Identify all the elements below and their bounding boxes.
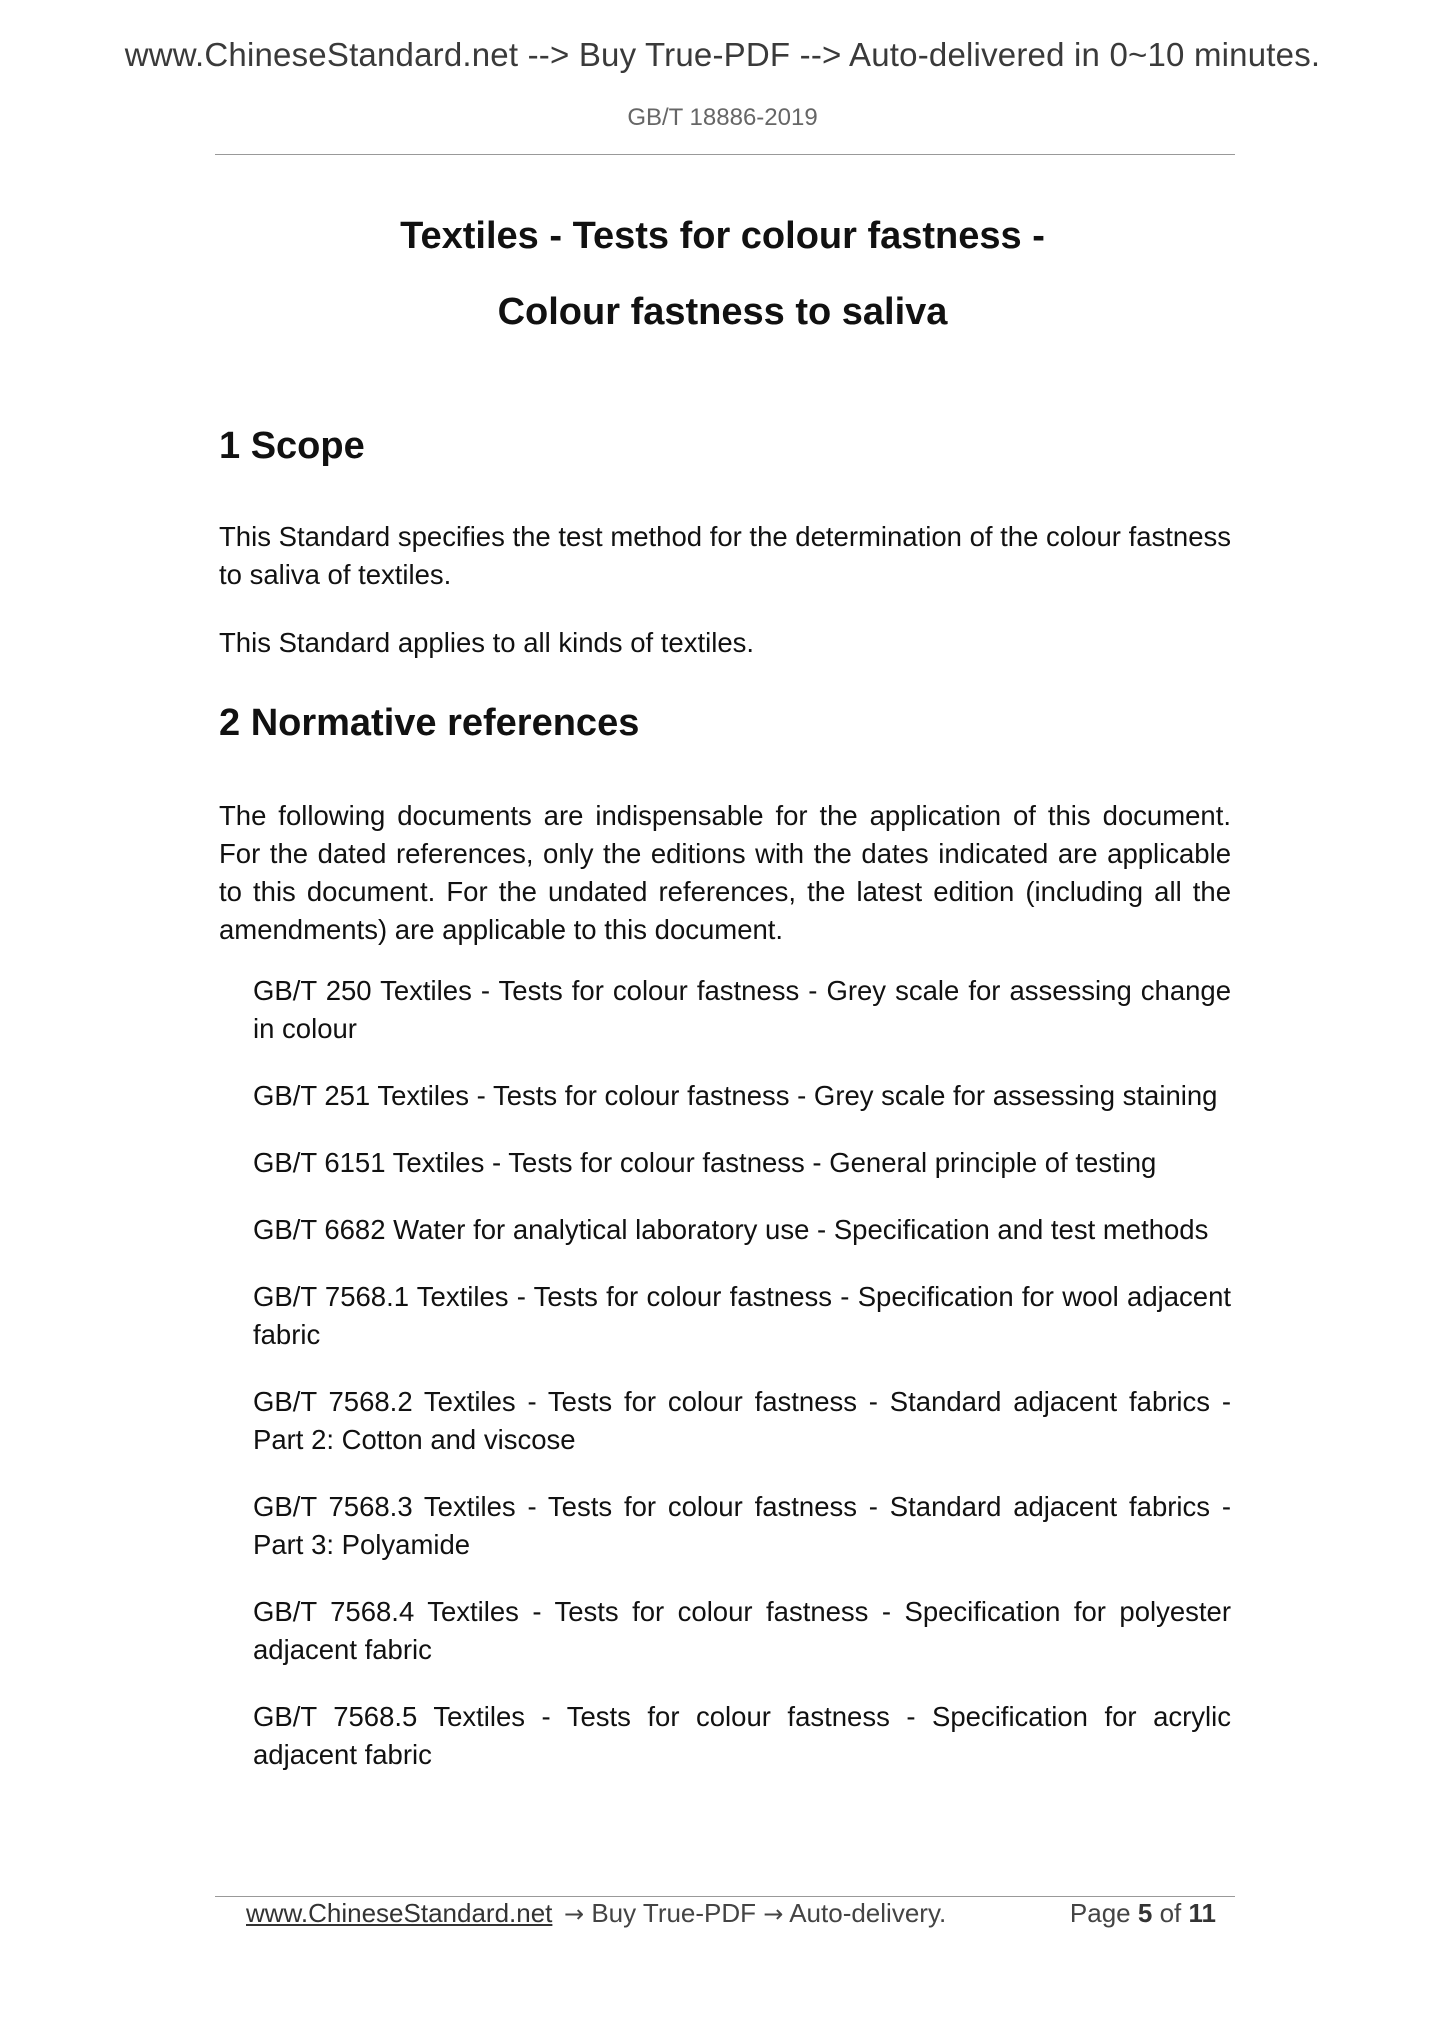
arrow-right-icon: →: [564, 1900, 585, 1928]
page-total: 11: [1188, 1898, 1216, 1928]
section-heading-normative-references: 2 Normative references: [219, 702, 640, 744]
footer-tagline: [564, 1898, 946, 1929]
reference-item: GB/T 7568.1 Textiles - Tests for colour fastness - Specification for wool adjacent fabric: [253, 1281, 1231, 1350]
footer-delivery-text: Auto-delivery.: [789, 1898, 947, 1928]
arrow-right-icon: →: [763, 1900, 784, 1928]
reference-item: GB/T 250 Textiles - Tests for colour fastness - Grey scale for assessing change in colour: [253, 975, 1231, 1044]
reference-item: GB/T 7568.4 Textiles - Tests for colour fastness - Specification for polyester adjacent fabric: [253, 1596, 1231, 1665]
reference-item: GB/T 7568.3 Textiles - Tests for colour fastness - Standard adjacent fabrics - Part 3: Polyamide: [253, 1491, 1231, 1560]
footer-site-link[interactable]: www.ChineseStandard.net: [246, 1898, 553, 1928]
document-title-line1: Textiles - Tests for colour fastness -: [400, 215, 1045, 257]
scope-paragraph-1: This Standard specifies the test method for the determination of the colour fastness to saliva of textiles.: [219, 521, 1231, 590]
footer-buy-text: Buy True-PDF: [591, 1898, 757, 1928]
reference-item: GB/T 251 Textiles - Tests for colour fastness - Grey scale for assessing staining: [253, 1080, 1218, 1111]
reference-list: [253, 972, 1231, 1803]
header-divider: [215, 154, 1235, 155]
page-current: 5: [1137, 1898, 1153, 1928]
page-of-label: of: [1159, 1898, 1182, 1928]
document-title-line2: Colour fastness to saliva: [497, 291, 948, 333]
standard-code: GB/T 18886-2019: [627, 104, 818, 131]
footer-divider: [215, 1896, 1235, 1897]
reference-item: GB/T 7568.5 Textiles - Tests for colour fastness - Specification for acrylic adjacent fabric: [253, 1701, 1231, 1770]
scope-paragraph-2: This Standard applies to all kinds of textiles.: [219, 627, 755, 658]
reference-item: GB/T 7568.2 Textiles - Tests for colour fastness - Standard adjacent fabrics - Part 2: Cotton and viscose: [253, 1386, 1231, 1455]
reference-item: GB/T 6682 Water for analytical laboratory use - Specification and test methods: [253, 1214, 1209, 1245]
reference-item: GB/T 6151 Textiles - Tests for colour fastness - General principle of testing: [253, 1147, 1157, 1178]
section-heading-scope: 1 Scope: [219, 425, 365, 467]
normative-intro-paragraph: The following documents are indispensable for the application of this document. For the dated references, only the editions with the dates indicated are applicable to this document. For the undated references, the latest edition (including all the amendments) are applicable to this document.: [219, 800, 1231, 945]
page-label: Page: [1069, 1898, 1131, 1928]
page-number: [1070, 1898, 1216, 1929]
top-banner: www.ChineseStandard.net --> Buy True-PDF --> Auto-delivered in 0~10 minutes.: [124, 36, 1321, 73]
page-footer: [246, 1898, 1216, 1938]
